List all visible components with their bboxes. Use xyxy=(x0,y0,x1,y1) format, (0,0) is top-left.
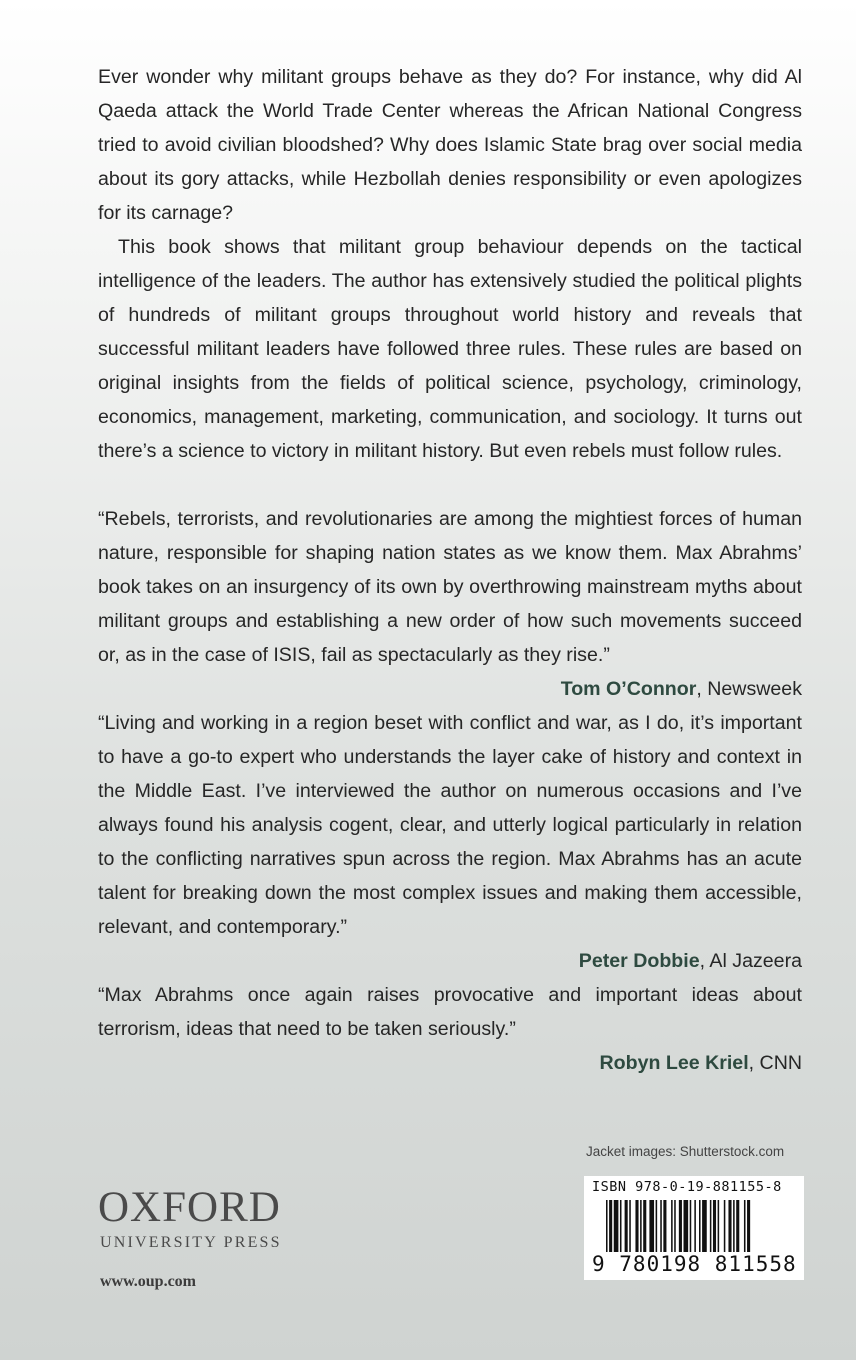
back-cover-text xyxy=(98,60,802,1080)
barcode-digits: 9 780198 811558 xyxy=(592,1252,797,1276)
review-quote-2: “Living and working in a region beset with conflict and war, as I do, it’s important to have a go-to expert who understands the layer cake of history and context in the Middle East. I’ve interviewed the author on numerous occasions and I’ve always found his analysis cogent, clear, and utterly logical particularly in relation to the conflicting narratives spun across the region. Max Abrahms has an acute talent for breaking down the most complex issues and making them accessible, relevant, and contemporary.” xyxy=(98,712,802,938)
review-quote-1: “Rebels, terrorists, and revolutionaries are among the mightiest forces of human nature, responsible for shaping nation states as we know them. Max Abrahms’ book takes on an insurgency of its own by overthrowing mainstream myths about militant groups and establishing a new order of how such movements succeed or, as in the case of ISIS, fail as spectacularly as they rise.” xyxy=(98,508,802,666)
blurb-paragraph-1: Ever wonder why militant groups behave as they do? For instance, why did Al Qaeda attack the World Trade Center whereas the African National Congress tried to avoid civilian bloodshed? Why does Islamic State brag over social media about its gory attacks, while Hezbollah denies responsibility or even apologizes for its carnage? xyxy=(98,66,802,224)
publisher-subtitle: UNIVERSITY PRESS xyxy=(100,1234,282,1251)
blurb-paragraph-2: This book shows that militant group behaviour depends on the tactical intelligence of the leaders. The author has extensively studied the political plights of hundreds of militant groups throughout world history and reveals that successful militant leaders have followed three rules. These rules are based on original insights from the fields of political science, psychology, criminology, economics, management, marketing, communication, and sociology. It turns out there’s a science to victory in militant history. But even rebels must follow rules. xyxy=(98,236,802,462)
reviewer-name: Robyn Lee Kriel xyxy=(599,1052,749,1074)
publisher-name: OXFORD xyxy=(98,1184,281,1231)
reviewer-outlet: , Newsweek xyxy=(696,678,802,700)
reviewer-name: Tom O’Connor xyxy=(560,678,697,700)
reviewer-outlet: , CNN xyxy=(748,1052,802,1074)
jacket-image-credit: Jacket images: Shutterstock.com xyxy=(586,1144,785,1159)
barcode-bars xyxy=(606,1200,796,1252)
reviewer-name: Peter Dobbie xyxy=(578,950,700,972)
publisher-url: www.oup.com xyxy=(100,1273,197,1290)
review-attribution-3 xyxy=(98,1046,802,1080)
publisher-logo xyxy=(98,1186,282,1252)
reviewer-outlet: , Al Jazeera xyxy=(699,950,802,972)
review-attribution-1 xyxy=(98,672,802,706)
isbn-barcode xyxy=(584,1176,804,1280)
isbn-label: ISBN 978-0-19-881155-8 xyxy=(592,1179,782,1195)
review-attribution-2 xyxy=(98,944,802,978)
review-quote-3: “Max Abrahms once again raises provocative and important ideas about terrorism, ideas that need to be taken seriously.” xyxy=(98,984,802,1040)
